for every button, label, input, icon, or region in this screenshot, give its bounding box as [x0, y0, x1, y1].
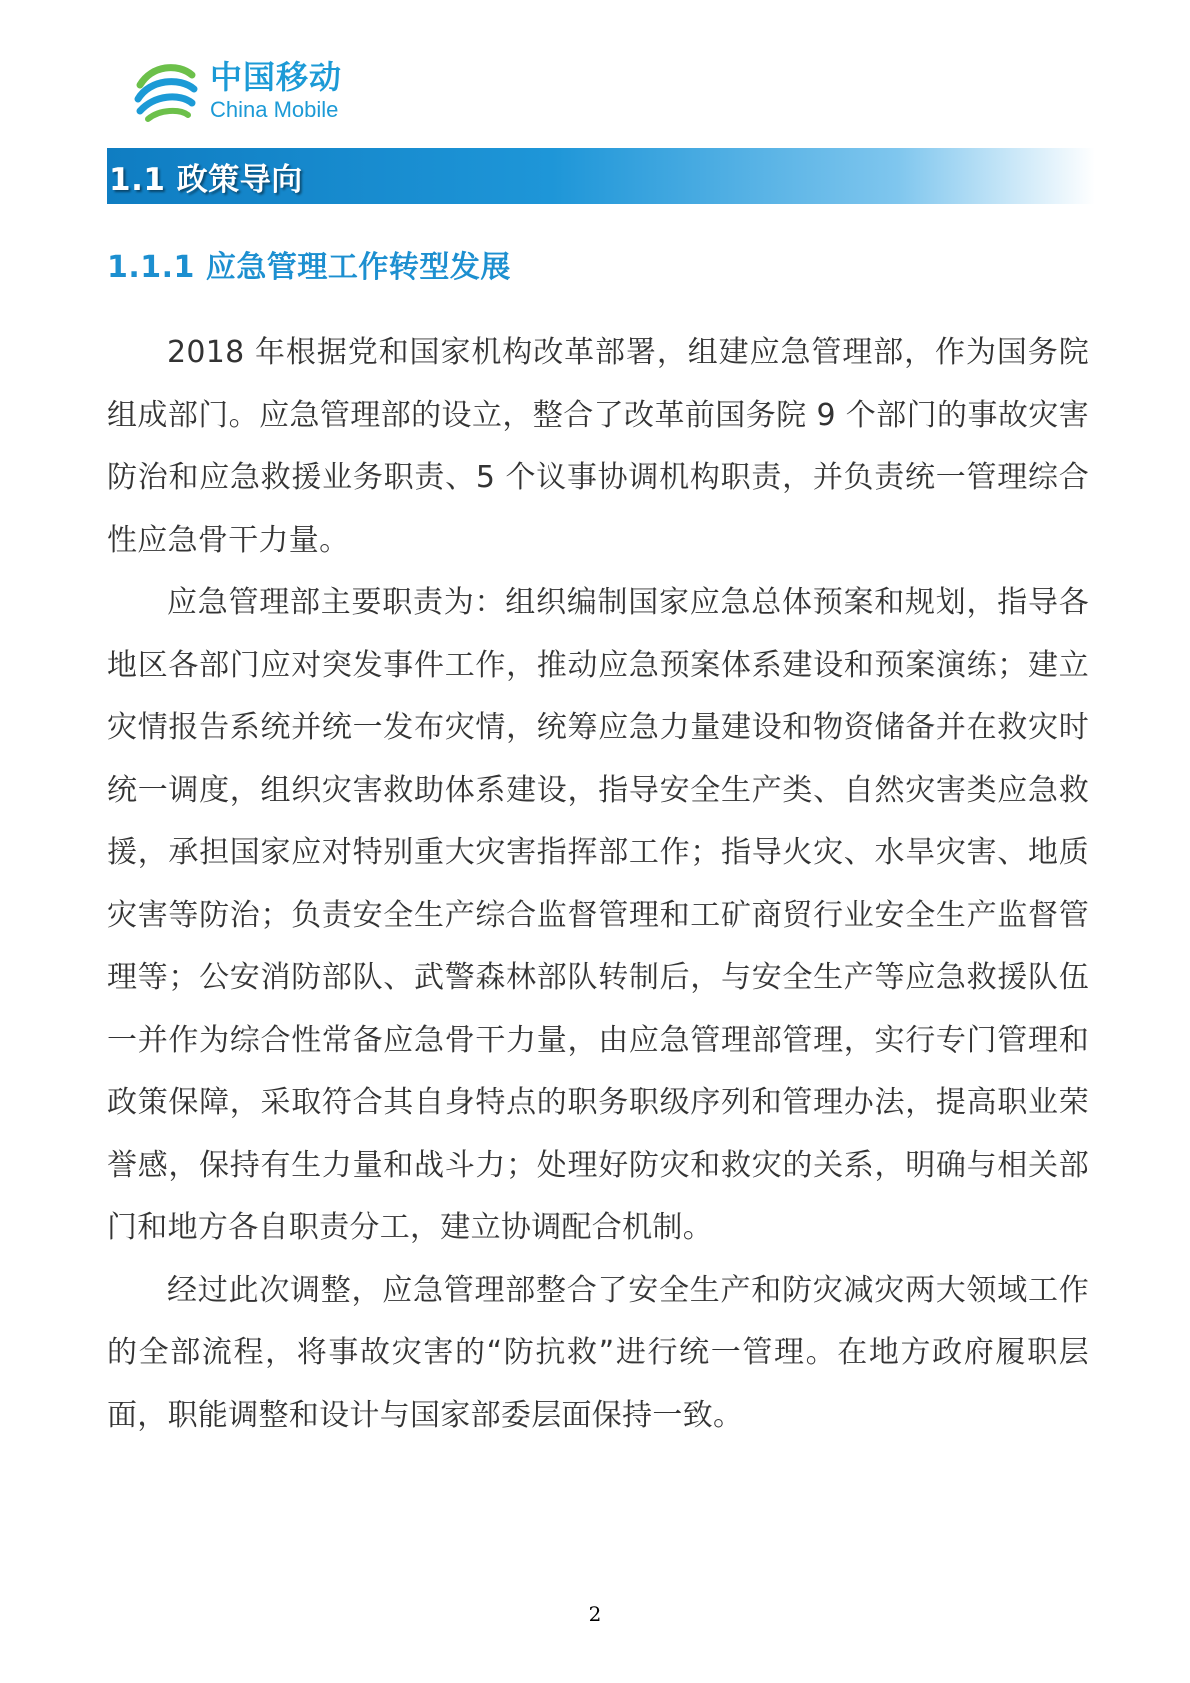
subsection-title: 1.1.1 应急管理工作转型发展 [107, 250, 511, 285]
section-heading-bar [107, 148, 1095, 204]
logo-chinese-name: 中国移动 [210, 58, 343, 96]
body-text [107, 322, 1089, 1447]
paragraph: 应急管理部主要职责为：组织编制国家应急总体预案和规划，指导各地区各部门应对突发事件工作，推动应急预案体系建设和预案演练；建立灾情报告系统并统一发布灾情，统筹应急力量建设和物资储备并在救灾时统一调度，组织灾害救助体系建设，指导安全生产类、自然灾害类应急救援，承担国家应对特别重大灾害指挥部工作；指导火灾、水旱灾害、地质灾害等防治；负责安全生产综合监督管理和工矿商贸行业安全生产监督管理等；公安消防部队、武警森林部队转制后，与安全生产等应急救援队伍一并作为综合性常备应急骨干力量，由应急管理部管理，实行专门管理和政策保障，采取符合其自身特点的职务职级序列和管理办法，提高职业荣誉感，保持有生力量和战斗力；处理好防灾和救灾的关系，明确与相关部门和地方各自职责分工，建立协调配合机制。 [107, 585, 1089, 1245]
paragraph: 2018 年根据党和国家机构改革部署，组建应急管理部，作为国务院组成部门。应急管理部的设立，整合了改革前国务院 9 个部门的事故灾害防治和应急救援业务职责、5 个议事协调机构职责，并负责统一管理综合性应急骨干力量。 [107, 335, 1089, 558]
page-number: 2 [588, 1602, 602, 1626]
logo-english-name: China Mobile [210, 97, 339, 122]
company-logo [130, 54, 342, 128]
china-mobile-logo-icon [130, 55, 202, 127]
section-title: 1.1 政策导向 [109, 161, 303, 198]
paragraph: 经过此次调整，应急管理部整合了安全生产和防灾减灾两大领域工作的全部流程，将事故灾害的“防抗救”进行统一管理。在地方政府履职层面，职能调整和设计与国家部委层面保持一致。 [107, 1272, 1089, 1433]
